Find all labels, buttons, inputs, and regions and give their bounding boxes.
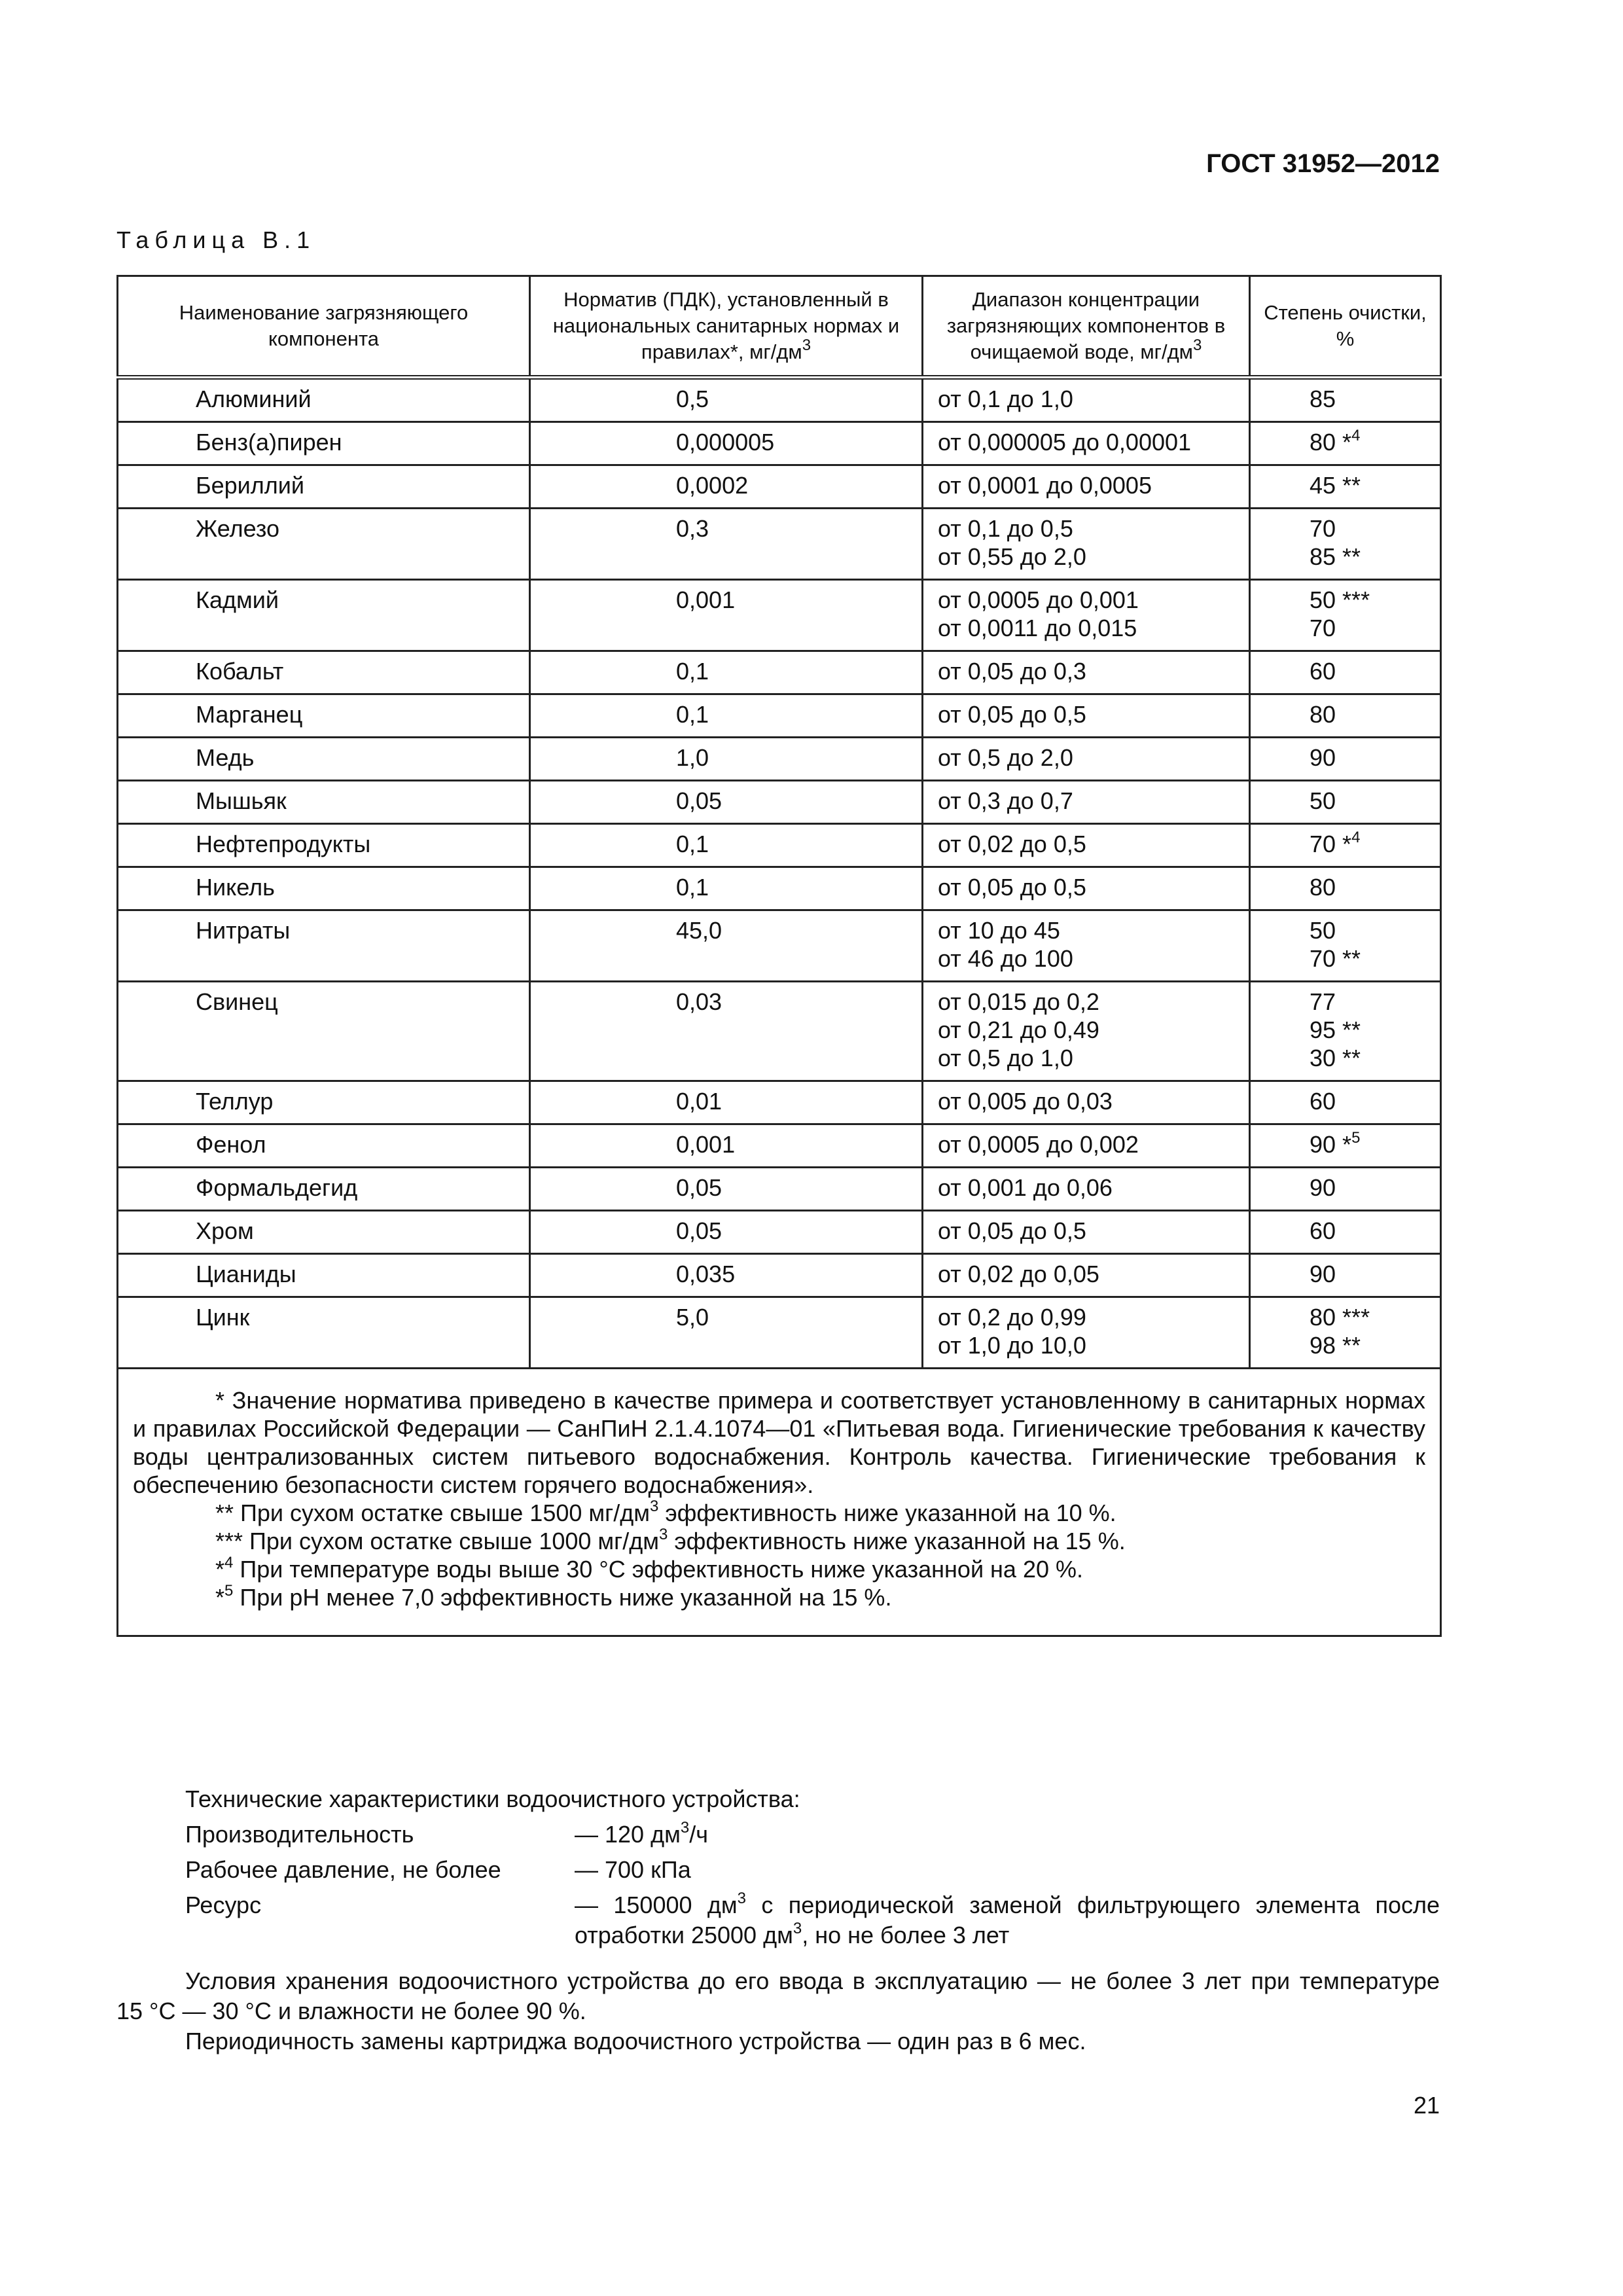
cell-range [923, 694, 1250, 738]
range-line: от 0,0005 до 0,001 [938, 586, 1139, 613]
table-row [118, 465, 1441, 509]
cell-pdk: 1,0 [530, 738, 923, 781]
note-3: *** При сухом остатке свыше 1000 $мг/дм^3$ эффективность ниже указанной на 15 %. [215, 1526, 1126, 1554]
cell-range [923, 422, 1250, 465]
cell-component-name: Фенол [118, 1124, 530, 1168]
resource-value-line1: — 150000 $дм^3$ с периодической заменой фильтрующего элемента после [575, 1890, 1440, 1918]
degree-line: 60 [1310, 658, 1336, 685]
resource-value-line2: отработки 25000 $дм^3$, но не более 3 лет [575, 1920, 1010, 1948]
degree-line: 85 ** [1310, 543, 1361, 570]
cell-pdk: 0,1 [530, 824, 923, 867]
range-line: от 0,05 до 0,3 [938, 658, 1086, 685]
cell-component-name: Кадмий [118, 580, 530, 651]
cell-pdk: 0,1 [530, 694, 923, 738]
pressure-value: — 700 кПа [575, 1856, 691, 1883]
cell-component-name: Алюминий [118, 378, 530, 422]
degree-line: 70 [1310, 615, 1336, 641]
cell-component-name: Бенз(а)пирен [118, 422, 530, 465]
cell-range [923, 1211, 1250, 1254]
range-line: от 0,001 до 0,06 [938, 1174, 1113, 1201]
table-row [118, 738, 1441, 781]
table-row [118, 694, 1441, 738]
table-notes [118, 1369, 1441, 1636]
cartridge-replacement: Периодичность замены картриджа водоочистного устройства — один раз в 6 мес. [185, 2028, 1086, 2054]
cell-range [923, 781, 1250, 824]
range-line: от 0,005 до 0,03 [938, 1088, 1113, 1115]
cell-pdk: 0,05 [530, 1211, 923, 1254]
cell-pdk: 0,05 [530, 1168, 923, 1211]
cell-degree [1250, 982, 1441, 1081]
cell-component-name: Мышьяк [118, 781, 530, 824]
table-row [118, 509, 1441, 580]
range-line: от 0,02 до 0,05 [938, 1261, 1099, 1287]
footnote-marker: 5 [1351, 1129, 1361, 1147]
pressure-label: Рабочее давление, не более [185, 1856, 501, 1883]
range-line: от 0,0005 до 0,002 [938, 1131, 1139, 1158]
cell-degree [1250, 1081, 1441, 1124]
cell-range [923, 738, 1250, 781]
cell-range [923, 867, 1250, 910]
cell-pdk: 0,035 [530, 1254, 923, 1297]
table-row [118, 651, 1441, 694]
range-line: от 0,5 до 2,0 [938, 744, 1073, 771]
range-line: от 0,000005 до 0,00001 [938, 429, 1192, 456]
note-main: * Значение норматива приведено в качестве примера и соответствует установленному в санитарных нормах и правилах Российской Федерации — СанПиН 2.1.4.1074—01 «Питьевая вода. Гигиенические требования к качеству воды централизованных систем питьевого водоснабжения. Контроль качества. Гигиенические требования к обеспечению безопасности систем горячего водоснабжения». [133, 1387, 1425, 1498]
cell-range [923, 1124, 1250, 1168]
degree-line: 98 ** [1310, 1332, 1361, 1359]
degree-line: 60 [1310, 1088, 1336, 1115]
degree-line: 90 [1310, 1174, 1336, 1201]
col-header-pdk: Норматив (ПДК), установленный в национальных санитарных нормах и правилах*, $мг/дм^3$ [530, 276, 923, 378]
note-5: *$^5$ При pH менее 7,0 эффективность ниже указанной на 15 %. [215, 1582, 892, 1611]
cell-degree [1250, 509, 1441, 580]
cell-degree [1250, 910, 1441, 982]
cell-pdk: 45,0 [530, 910, 923, 982]
range-line: от 0,21 до 0,49 [938, 1016, 1099, 1043]
page-number: 21 [1413, 2092, 1440, 2119]
table-notes-row [118, 1369, 1441, 1636]
range-line: от 0,1 до 1,0 [938, 386, 1073, 412]
cell-pdk: 0,03 [530, 982, 923, 1081]
range-line: от 0,02 до 0,5 [938, 831, 1086, 857]
range-line: от 46 до 100 [938, 945, 1073, 972]
range-line: от 0,05 до 0,5 [938, 1217, 1086, 1244]
cell-range [923, 1297, 1250, 1369]
note-2: ** При сухом остатке свыше 1500 $мг/дм^3$ эффективность ниже указанной на 10 %. [215, 1498, 1116, 1526]
cell-pdk: 0,3 [530, 509, 923, 580]
storage-conditions-line2: 15 °С — 30 °С и влажности не более 90 %. [116, 1998, 586, 2024]
table-row [118, 1124, 1441, 1168]
resource-label: Ресурс [185, 1892, 262, 1918]
degree-line: 70 *$^4$ [1310, 829, 1361, 857]
range-line: от 0,1 до 0,5 [938, 515, 1073, 542]
table-row [118, 1297, 1441, 1369]
range-line: от 0,3 до 0,7 [938, 787, 1073, 814]
cell-degree [1250, 1211, 1441, 1254]
table-row [118, 1254, 1441, 1297]
cell-degree [1250, 465, 1441, 509]
cell-range [923, 910, 1250, 982]
range-line: от 0,5 до 1,0 [938, 1045, 1073, 1071]
degree-line: 30 ** [1310, 1045, 1361, 1071]
cell-degree [1250, 1297, 1441, 1369]
cell-component-name: Кобальт [118, 651, 530, 694]
range-line: от 10 до 45 [938, 917, 1060, 944]
cell-degree [1250, 1168, 1441, 1211]
cell-degree [1250, 1254, 1441, 1297]
cell-range [923, 824, 1250, 867]
cell-degree [1250, 580, 1441, 651]
cell-degree [1250, 1124, 1441, 1168]
standard-number: ГОСТ 31952—2012 [1206, 149, 1440, 178]
degree-line: 50 *** [1310, 586, 1370, 613]
range-line: от 0,05 до 0,5 [938, 701, 1086, 728]
table-header-row [118, 276, 1441, 378]
note-4: *$^4$ При температуре воды выше 30 °С эффективность ниже указанной на 20 %. [215, 1554, 1084, 1583]
cell-pdk: 0,1 [530, 651, 923, 694]
degree-line: 95 ** [1310, 1016, 1361, 1043]
cell-pdk: 0,001 [530, 580, 923, 651]
cell-pdk: 0,001 [530, 1124, 923, 1168]
range-line: от 0,0001 до 0,0005 [938, 472, 1152, 499]
degree-line: 60 [1310, 1217, 1336, 1244]
cell-component-name: Хром [118, 1211, 530, 1254]
table-row [118, 824, 1441, 867]
table-caption: Таблица В.1 [116, 226, 316, 253]
cell-pdk: 0,01 [530, 1081, 923, 1124]
table-row [118, 910, 1441, 982]
degree-line: 80 [1310, 874, 1336, 901]
footnote-marker: 4 [1351, 829, 1361, 846]
degree-line: 90 *$^5$ [1310, 1129, 1361, 1158]
cell-pdk: 5,0 [530, 1297, 923, 1369]
degree-line: 45 ** [1310, 472, 1361, 499]
tech-heading: Технические характеристики водоочистного устройства: [185, 1785, 800, 1812]
cell-range [923, 1168, 1250, 1211]
cell-component-name: Никель [118, 867, 530, 910]
range-line: от 0,05 до 0,5 [938, 874, 1086, 901]
cell-component-name: Медь [118, 738, 530, 781]
cell-component-name: Цианиды [118, 1254, 530, 1297]
cell-degree [1250, 378, 1441, 422]
storage-conditions-line1: Условия хранения водоочистного устройства до его ввода в эксплуатацию — не более 3 лет при температуре [185, 1967, 1440, 1994]
degree-line: 80 *** [1310, 1304, 1370, 1331]
cell-pdk: 0,1 [530, 867, 923, 910]
col-header-degree: Степень очистки, % [1250, 276, 1441, 378]
cell-component-name: Цинк [118, 1297, 530, 1369]
cell-degree [1250, 824, 1441, 867]
cell-degree [1250, 781, 1441, 824]
cell-pdk: 0,0002 [530, 465, 923, 509]
cell-pdk: 0,05 [530, 781, 923, 824]
cell-range [923, 982, 1250, 1081]
footnote-marker: 4 [1351, 427, 1361, 444]
table-row [118, 867, 1441, 910]
perf-value: — 120 $дм^3/ч$ [575, 1819, 708, 1848]
table-row [118, 1081, 1441, 1124]
table-row [118, 1211, 1441, 1254]
degree-line: 70 [1310, 515, 1336, 542]
table-row [118, 422, 1441, 465]
cell-range [923, 580, 1250, 651]
col-header-name: Наименование загрязняющего компонента [118, 276, 530, 378]
cell-range [923, 378, 1250, 422]
range-line: от 0,015 до 0,2 [938, 988, 1099, 1015]
range-line: от 0,0011 до 0,015 [938, 615, 1137, 641]
cell-degree [1250, 694, 1441, 738]
cell-range [923, 465, 1250, 509]
cell-component-name: Свинец [118, 982, 530, 1081]
degree-line: 85 [1310, 386, 1336, 412]
cell-component-name: Бериллий [118, 465, 530, 509]
table-row [118, 580, 1441, 651]
cell-component-name: Нефтепродукты [118, 824, 530, 867]
perf-label: Производительность [185, 1821, 414, 1848]
cell-range [923, 1081, 1250, 1124]
degree-line: 90 [1310, 744, 1336, 771]
cell-component-name: Марганец [118, 694, 530, 738]
degree-line: 77 [1310, 988, 1336, 1015]
cell-degree [1250, 651, 1441, 694]
table-row [118, 982, 1441, 1081]
cell-component-name: Теллур [118, 1081, 530, 1124]
degree-line: 90 [1310, 1261, 1336, 1287]
range-line: от 0,55 до 2,0 [938, 543, 1086, 570]
cell-degree [1250, 422, 1441, 465]
cell-degree [1250, 867, 1441, 910]
range-line: от 0,2 до 0,99 [938, 1304, 1086, 1331]
range-line: от 1,0 до 10,0 [938, 1332, 1086, 1359]
degree-line: 80 *$^4$ [1310, 427, 1361, 456]
cell-range [923, 509, 1250, 580]
table-row [118, 781, 1441, 824]
cell-range [923, 1254, 1250, 1297]
cell-component-name: Нитраты [118, 910, 530, 982]
degree-line: 80 [1310, 701, 1336, 728]
col-header-range: Диапазон концентрации загрязняющих компонентов в очищаемой воде, $мг/дм^3$ [923, 276, 1250, 378]
degree-line: 50 [1310, 787, 1336, 814]
cell-component-name: Железо [118, 509, 530, 580]
table-row [118, 378, 1441, 422]
table-row [118, 1168, 1441, 1211]
cell-component-name: Формальдегид [118, 1168, 530, 1211]
cell-pdk: 0,000005 [530, 422, 923, 465]
cell-pdk: 0,5 [530, 378, 923, 422]
contaminants-table [116, 275, 1442, 1637]
cell-range [923, 651, 1250, 694]
degree-line: 50 [1310, 917, 1336, 944]
cell-degree [1250, 738, 1441, 781]
degree-line: 70 ** [1310, 945, 1361, 972]
